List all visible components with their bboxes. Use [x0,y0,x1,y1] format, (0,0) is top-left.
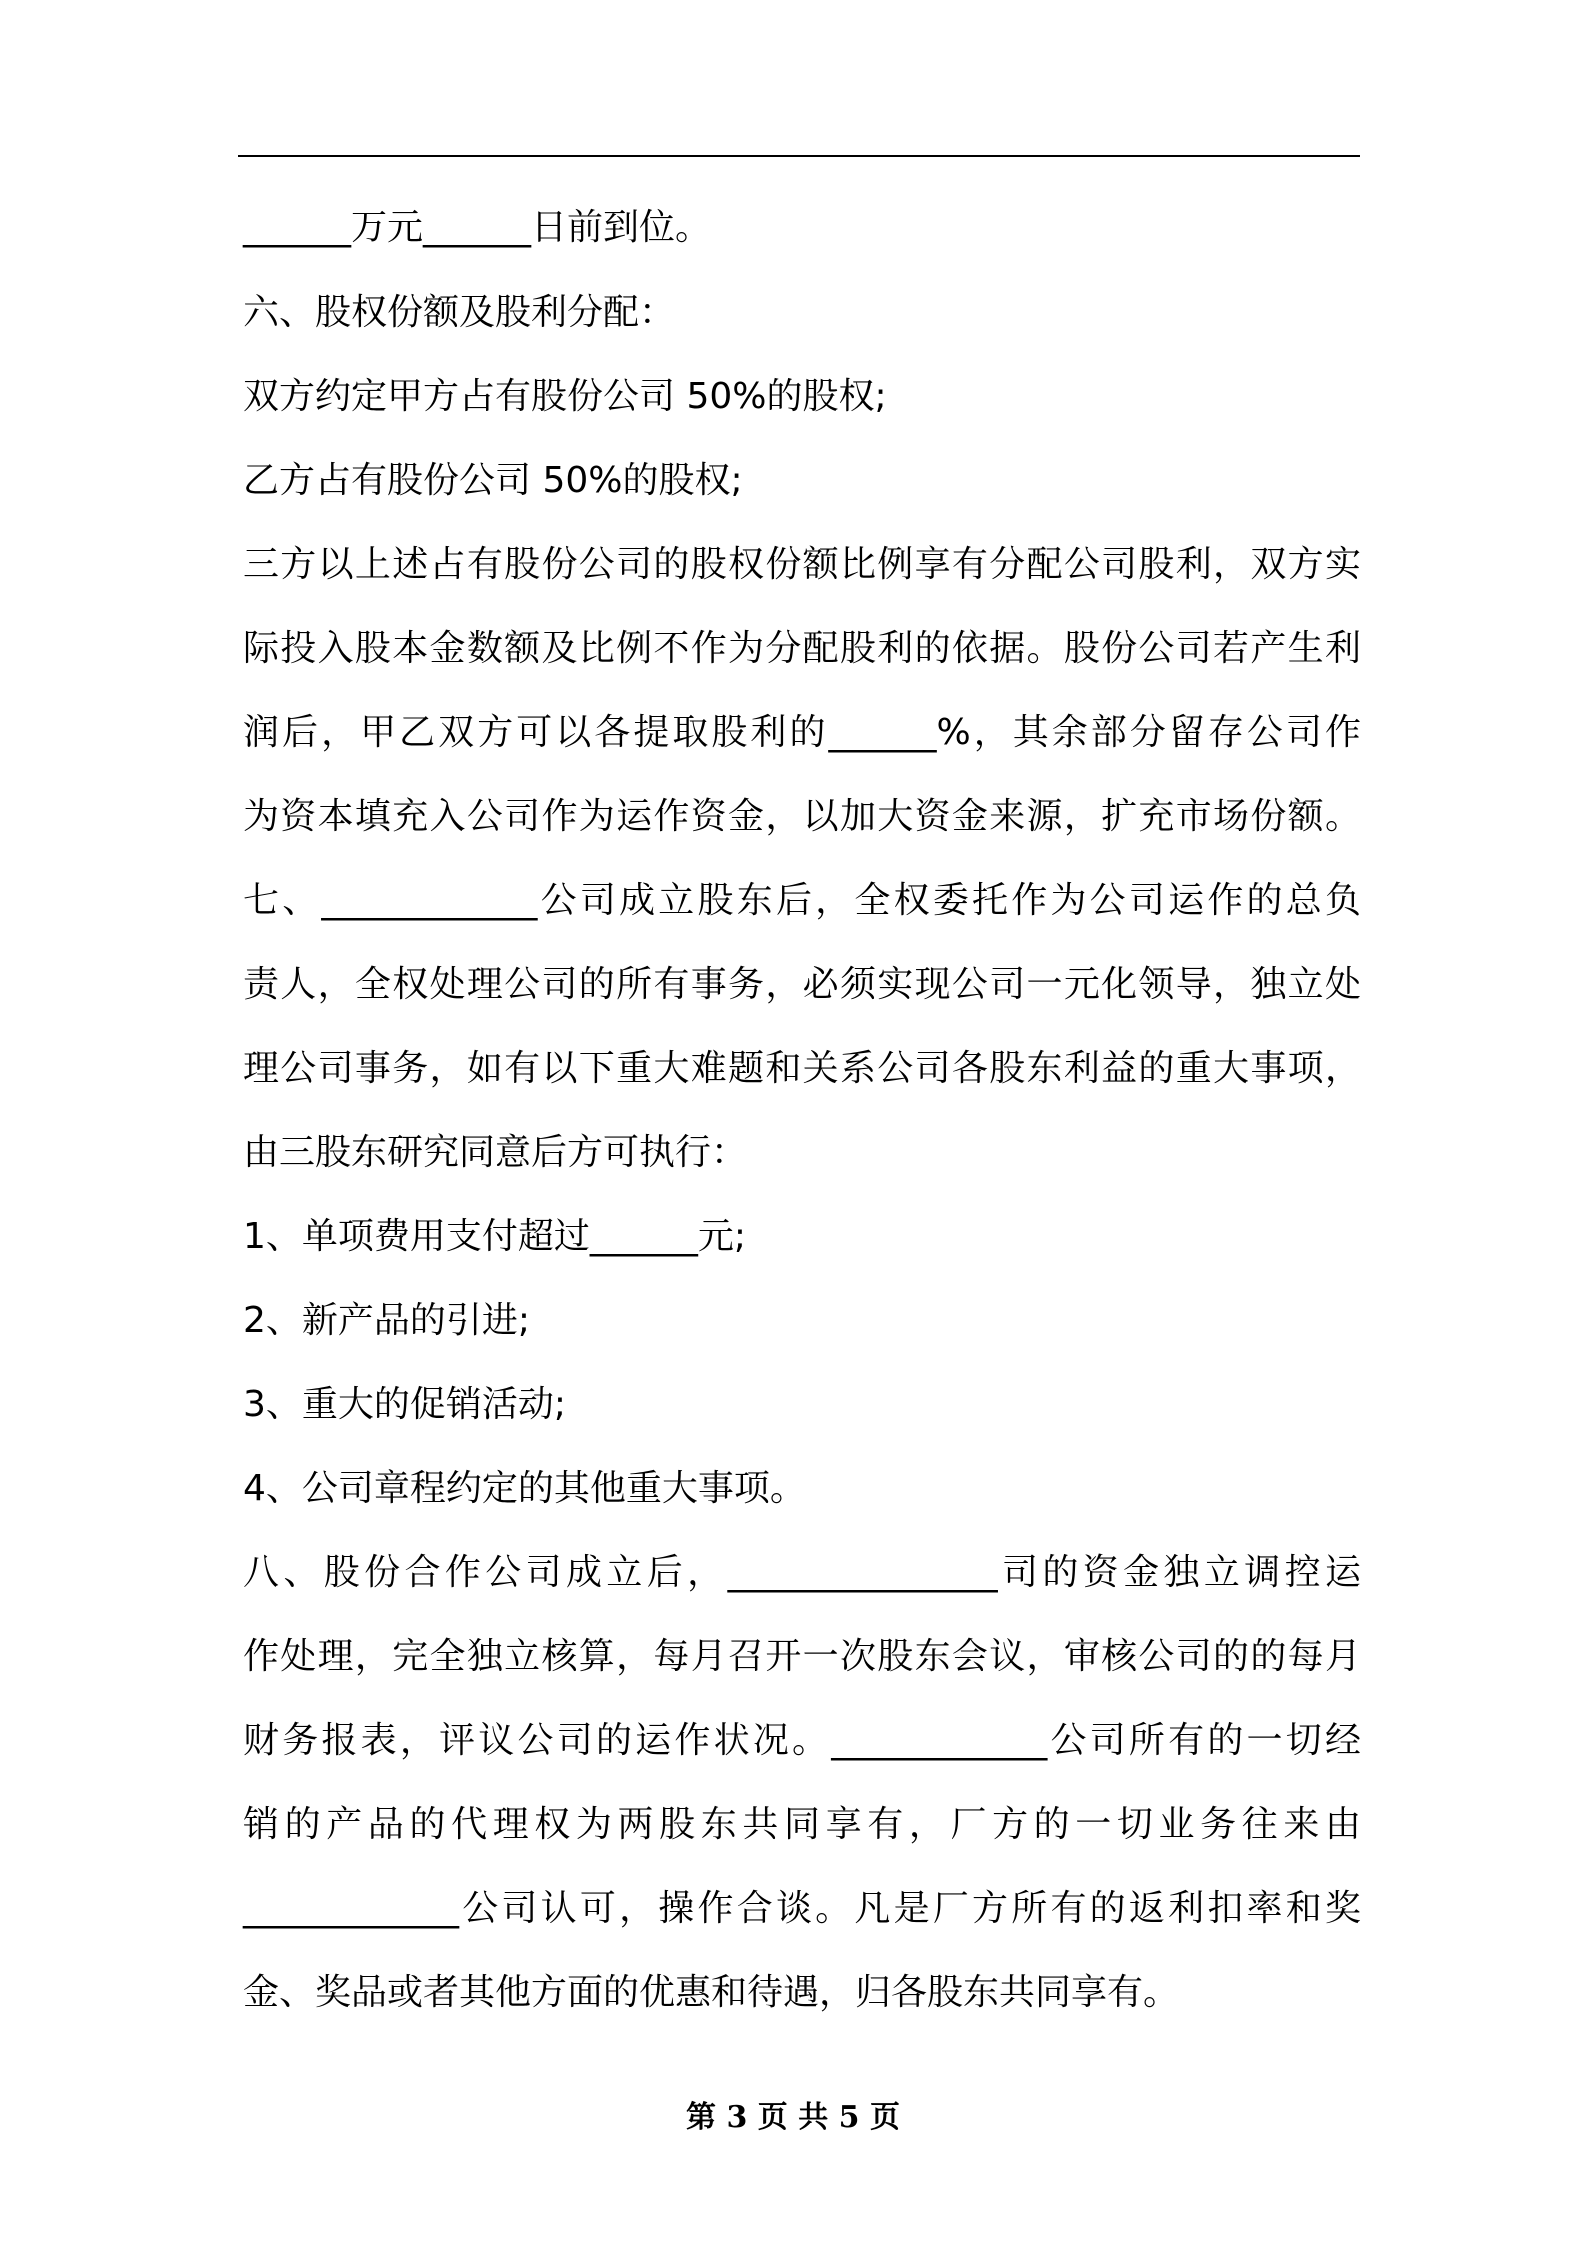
paragraph-line: 财务报表，评议公司的运作状况。____________公司所有的一切经 [243,1720,1361,1761]
paragraph-line: 作处理，完全独立核算，每月召开一次股东会议，审核公司的的每月 [243,1636,1361,1677]
section-heading-six: 六、股权份额及股利分配： [243,292,676,333]
paragraph-line: 三方以上述占有股份公司的股权份额比例享有分配公司股利，双方实 [243,544,1361,585]
paragraph-line: 金、奖品或者其他方面的优惠和待遇，归各股东共同享有。 [243,1972,1180,2013]
paragraph-line: 际投入股本金数额及比例不作为分配股利的依据。股份公司若产生利 [243,628,1361,669]
paragraph-line: ____________公司认可，操作合谈。凡是厂方所有的返利扣率和奖 [243,1888,1361,1929]
section-heading-seven: 七、____________公司成立股东后，全权委托作为公司运作的总负 [243,880,1361,921]
list-item: 3、重大的促销活动; [243,1384,567,1425]
paragraph-line: 为资本填充入公司作为运作资金，以加大资金来源，扩充市场份额。 [243,796,1361,837]
paragraph-line: 润后，甲乙双方可以各提取股利的______%，其余部分留存公司作 [243,712,1361,753]
paragraph-line: 乙方占有股份公司 50%的股权; [243,460,743,501]
list-item: 2、新产品的引进; [243,1300,531,1341]
section-heading-eight: 八、股份合作公司成立后，_______________司的资金独立调控运 [243,1552,1361,1593]
paragraph-line: 责人，全权处理公司的所有事务，必须实现公司一元化领导，独立处 [243,964,1361,1005]
paragraph-line: 双方约定甲方占有股份公司 50%的股权; [243,376,887,417]
paragraph-line: 由三股东研究同意后方可执行： [243,1132,748,1173]
page-number-footer: 第 3 页 共 5 页 [686,2100,900,2135]
list-item: 1、单项费用支付超过______元; [243,1216,747,1257]
header-rule [238,155,1360,157]
paragraph-line: 理公司事务，如有以下重大难题和关系公司各股东利益的重大事项， [243,1048,1361,1089]
list-item: 4、公司章程约定的其他重大事项。 [243,1468,806,1509]
paragraph-line: 销的产品的代理权为两股东共同享有，厂方的一切业务往来由 [243,1804,1361,1845]
paragraph-line: ______万元______日前到位。 [243,207,712,248]
